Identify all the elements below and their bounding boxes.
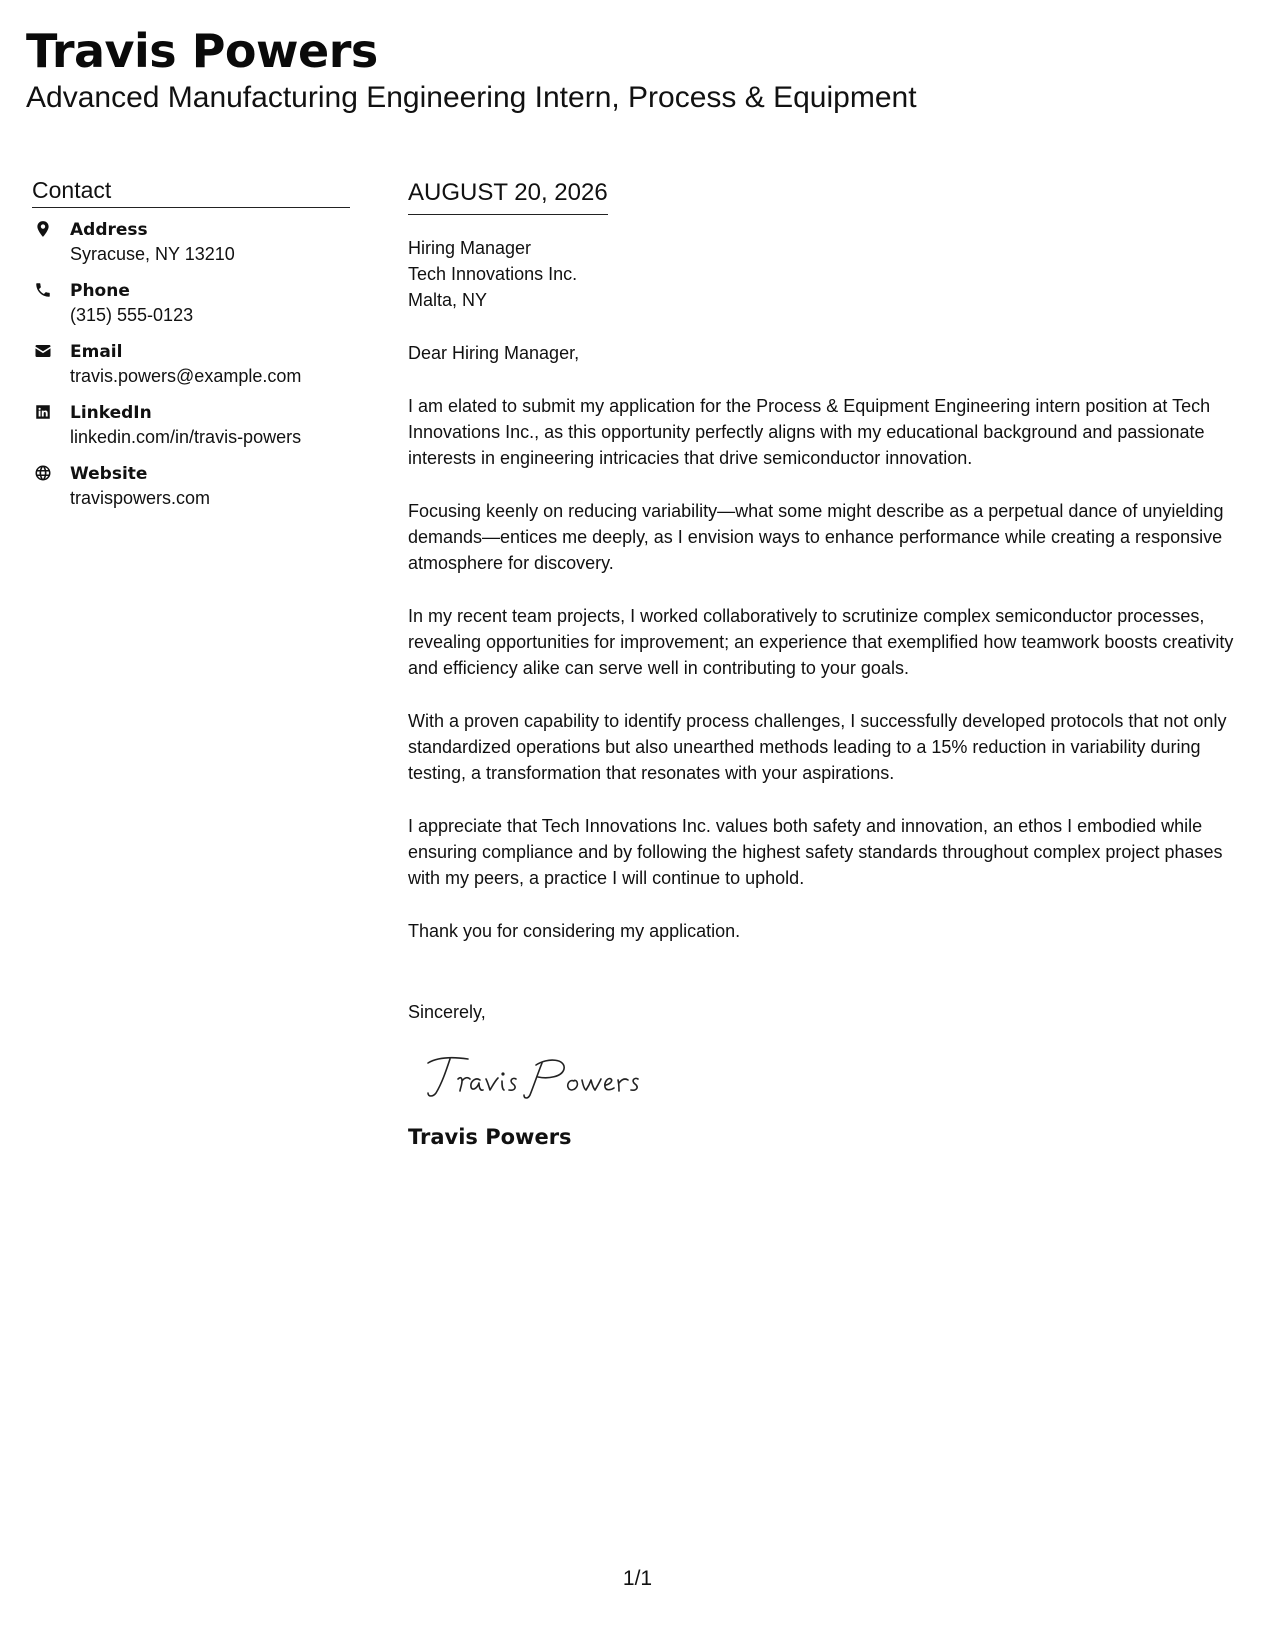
thank-you-line: Thank you for considering my application. [408,921,741,941]
letter-date: AUGUST 20, 2026 [408,178,608,215]
signer-name: Travis Powers [408,1125,572,1149]
envelope-icon [32,340,70,362]
signature [424,1049,1248,1109]
contact-label: LinkedIn [70,403,152,423]
contact-value: travispowers.com [70,488,211,508]
page-number: 1/1 [622,1567,653,1590]
letter-header [26,22,1246,116]
contact-value: (315) 555-0123 [70,305,194,325]
candidate-name: Travis Powers [26,24,378,78]
job-title: Advanced Manufacturing Engineering Intern, Process & Equipment [26,81,917,114]
contact-value: Syracuse, NY 13210 [70,244,235,264]
contact-email [32,340,350,388]
contact-label: Address [70,220,148,240]
contact-heading: Contact [32,176,350,208]
contact-address [32,218,350,266]
linkedin-icon [32,401,70,423]
body-paragraph-5: I appreciate that Tech Innovations Inc. values both safety and innovation, an ethos I embodied while ensuring compliance and by following the highest safety standards throughout complex project phases with my peers, a practice I will continue to uphold. [408,816,1223,888]
recipient-title: Hiring Manager [408,238,532,258]
contact-value: linkedin.com/in/travis-powers [70,427,302,447]
letter-body [408,178,1248,1151]
recipient-location: Malta, NY [408,290,488,310]
recipient-block [408,235,1248,313]
body-paragraph-3: In my recent team projects, I worked collaboratively to scrutinize complex semiconductor processes, revealing opportunities for improvement; an experience that exemplified how teamwork boosts creativity and efficiency alike can serve well in contributing to your goals. [408,606,1234,678]
contact-phone [32,279,350,327]
contact-sidebar [32,176,350,523]
contact-value: travis.powers@example.com [70,366,302,386]
contact-label: Phone [70,281,130,301]
contact-label: Email [70,342,123,362]
contact-linkedin [32,401,350,449]
phone-icon [32,279,70,301]
salutation: Dear Hiring Manager, [408,343,580,363]
contact-label: Website [70,464,148,484]
recipient-company: Tech Innovations Inc. [408,264,578,284]
contact-website [32,462,350,510]
signature-image [424,1049,664,1109]
map-pin-icon [32,218,70,240]
body-paragraph-2: Focusing keenly on reducing variability—what some might describe as a perpetual dance of unyielding demands—entices me deeply, as I envision ways to enhance performance while creating a responsive atmosphere for discovery. [408,501,1224,573]
body-paragraph-4: With a proven capability to identify process challenges, I successfully developed protocols that not only standardized operations but also unearthed methods leading to a 15% reduction in variability during testing, a transformation that resonates with your aspirations. [408,711,1227,783]
closing: Sincerely, [408,1002,486,1022]
body-paragraph-1: I am elated to submit my application for the Process & Equipment Engineering intern position at Tech Innovations Inc., as this opportunity perfectly aligns with my educational background and passionate interests in engineering intricacies that drive semiconductor innovation. [408,396,1211,468]
globe-icon [32,462,70,484]
